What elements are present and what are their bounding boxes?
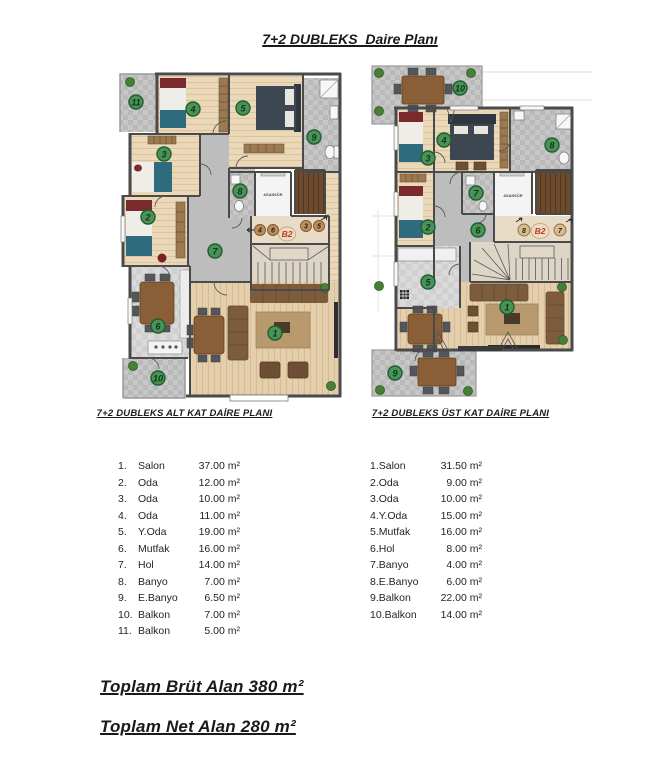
list-item: 10. Balkon 7.00 m² bbox=[118, 608, 240, 621]
ust-room-marker-banyo: 7 bbox=[473, 188, 479, 199]
list-item: 4.Y.Oda 15.00 m² bbox=[370, 509, 482, 522]
list-item: 9. E.Banyo 6.50 m² bbox=[118, 592, 240, 604]
ust-room-marker-oda-3: 3 bbox=[425, 153, 431, 164]
list-item: 9.Balkon 22.00 m² bbox=[370, 592, 482, 604]
ust-door-number: 7 bbox=[558, 227, 562, 235]
list-item: 8.E.Banyo 6.00 m² bbox=[370, 575, 482, 588]
alt-room-marker-balkon-10: 10 bbox=[152, 373, 164, 384]
alt-elevator-label: ASANSÖR bbox=[263, 193, 283, 197]
list-item: 3.Oda 10.00 m² bbox=[370, 493, 482, 505]
alt-unit-badge: B2 bbox=[281, 229, 293, 239]
ust-room-marker-hol: 6 bbox=[475, 225, 481, 236]
list-item: 10.Balkon 14.00 m² bbox=[370, 608, 482, 621]
alt-room-marker-oda-4: 4 bbox=[190, 104, 196, 115]
list-item: 8. Banyo 7.00 m² bbox=[118, 575, 240, 588]
alt-kat-floor-plan bbox=[118, 70, 346, 402]
alt-door-number: 4 bbox=[258, 227, 262, 235]
list-item: 6. Mutfak 16.00 m² bbox=[118, 542, 240, 555]
ust-elevator-label: ASANSÖR bbox=[503, 194, 523, 198]
list-item: 6.Hol 8.00 m² bbox=[370, 542, 482, 555]
ust-room-marker-mutfak: 5 bbox=[425, 277, 431, 288]
alt-kat-plan-label: 7+2 DUBLEKS ALT KAT DAİRE PLANI bbox=[96, 408, 273, 419]
alt-room-marker-banyo: 8 bbox=[237, 186, 243, 197]
list-item: 1.Salon 31.50 m² bbox=[370, 460, 482, 472]
list-item: 1. Salon 37.00 m² bbox=[118, 460, 240, 472]
alt-door-number: 5 bbox=[317, 223, 321, 231]
list-item: 7. Hol 14.00 m² bbox=[118, 559, 240, 571]
ust-kat-area-list bbox=[370, 458, 482, 623]
list-item: 5.Mutfak 16.00 m² bbox=[370, 526, 482, 538]
list-item: 4. Oda 11.00 m² bbox=[118, 509, 240, 522]
alt-room-marker-mutfak: 6 bbox=[155, 321, 161, 332]
ust-room-marker-balkon-10: 10 bbox=[454, 83, 466, 94]
ust-door-number: 8 bbox=[522, 227, 526, 235]
alt-room-marker-hol: 7 bbox=[212, 246, 218, 257]
alt-door-number: 3 bbox=[304, 223, 308, 231]
list-item: 3. Oda 10.00 m² bbox=[118, 493, 240, 505]
ust-room-marker-salon: 1 bbox=[504, 302, 510, 313]
alt-door-number: 6 bbox=[271, 227, 275, 235]
alt-kat-plan-image bbox=[118, 70, 346, 402]
alt-kat-area-list bbox=[118, 458, 240, 640]
total-brut-alan: Toplam Brüt Alan 380 m² bbox=[100, 677, 304, 696]
alt-room-marker-e-banyo: 9 bbox=[311, 132, 317, 143]
list-item: 2. Oda 12.00 m² bbox=[118, 476, 240, 489]
ust-room-marker-balkon-9: 9 bbox=[392, 368, 398, 379]
alt-room-marker-oda-2: 2 bbox=[145, 212, 151, 223]
total-net-alan: Toplam Net Alan 280 m² bbox=[100, 717, 296, 736]
alt-room-marker-y-oda: 5 bbox=[240, 103, 246, 114]
ust-kat-floor-plan bbox=[370, 60, 595, 402]
list-item: 7.Banyo 4.00 m² bbox=[370, 559, 482, 571]
list-item: 5. Y.Oda 19.00 m² bbox=[118, 526, 240, 538]
ust-unit-badge: B2 bbox=[534, 226, 546, 236]
list-item: 2.Oda 9.00 m² bbox=[370, 476, 482, 489]
ust-room-marker-oda-2: 2 bbox=[425, 222, 431, 233]
alt-room-marker-salon: 1 bbox=[272, 328, 278, 339]
ust-kat-plan-label: 7+2 DUBLEKS ÜST KAT DAİRE PLANI bbox=[371, 408, 550, 419]
alt-room-marker-balkon-11: 11 bbox=[131, 97, 141, 108]
list-item: 11. Balkon 5.00 m² bbox=[118, 625, 240, 637]
alt-room-marker-oda-3: 3 bbox=[161, 149, 167, 160]
ust-room-marker-y-oda: 4 bbox=[441, 135, 447, 146]
ust-kat-plan-image bbox=[370, 60, 595, 402]
page-title: 7+2 DUBLEKS Daire Planı bbox=[262, 31, 438, 47]
ust-room-marker-e-banyo: 8 bbox=[549, 140, 555, 151]
